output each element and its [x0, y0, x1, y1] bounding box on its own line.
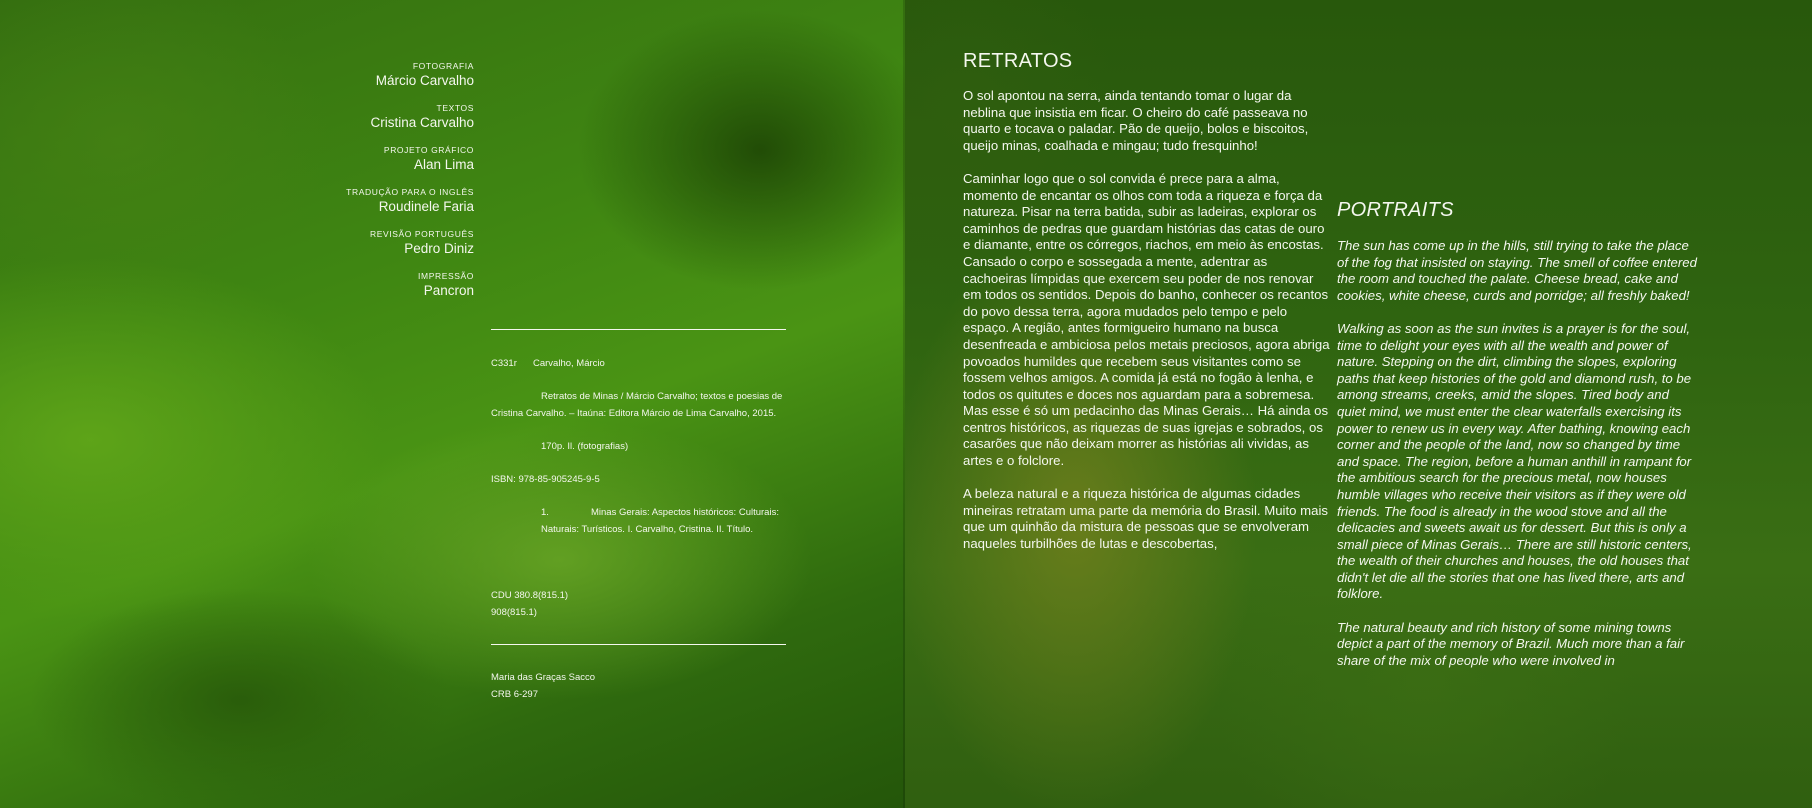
credit-name: Márcio Carvalho	[375, 73, 474, 88]
librarian-crb: CRB 6-297	[491, 689, 538, 700]
catalog-pages-text: 170p. Il. (fotografias)	[541, 441, 629, 452]
portuguese-title: RETRATOS	[963, 50, 1073, 72]
credit-name: Pedro Diniz	[404, 241, 474, 256]
english-body	[1337, 238, 1697, 686]
portuguese-paragraph: A beleza natural e a riqueza histórica de algumas cidades mineiras retratam uma parte da memória do Brasil. Muito mais que um quinhão da mistura de pessoas que se envolveram naqueles turbilhões de lutas e descobertas,	[963, 486, 1328, 552]
catalog-isbn: ISBN: 978-85-905245-9-5	[491, 474, 600, 485]
librarian-block	[491, 669, 786, 703]
credit-role: FOTOGRAFIA	[412, 61, 474, 71]
credit-proofreading	[346, 228, 474, 257]
credit-role: TRADUÇÃO PARA O INGLÊS	[346, 187, 474, 197]
catalog-top-rule	[491, 329, 786, 330]
portuguese-paragraph: Caminhar logo que o sol convida é prece para a alma, momento de encantar os olhos com toda a riqueza e força da natureza. Pisar na terra batida, subir as ladeiras, explorar os caminhos de pedras que guardam histórias das catas de ouro e diamante, entre os córregos, riachos, em meio às encostas. Cansado o corpo e sossegada a mente, adentrar as cachoeiras límpidas que exercem seu poder de nos renovar em todos os sentidos. Depois do banho, conhecer os recantos do povo dessa terra, agora mudados pelo tempo e pelo espaço. A região, antes formigueiro humano na busca desenfreada e ambiciosa pelos metais preciosos, agora abriga povoados humildes que recebem seus visitantes como se fossem velhos amigos. A comida já está no fogão à lenha, e todos os quitutes e doces nos aguardam para a sobremesa. Mas esse é só um pedacinho das Minas Gerais… Há ainda os centros históricos, as riquezas de suas igrejas e sobrados, os casarões que não deixam morrer as histórias ali vividas, as artes e o folclore.	[963, 170, 1330, 469]
subject-number: 1.	[541, 507, 549, 518]
credit-name: Pancron	[423, 283, 474, 298]
catalog-title	[491, 388, 786, 422]
catalog-cdu	[491, 587, 786, 621]
english-paragraph: The sun has come up in the hills, still trying to take the place of the fog that insisted on staying. The smell of coffee entered the room and touched the palate. Cheese bread, cake and cookies, white cheese, curds and porridge; all freshly baked!	[1337, 238, 1697, 303]
catalog-pages	[491, 438, 786, 455]
book-gutter	[903, 0, 905, 808]
portuguese-body	[963, 88, 1333, 569]
credit-graphic-design	[346, 144, 474, 173]
english-title: PORTRAITS	[1337, 199, 1454, 221]
credit-photography	[346, 60, 474, 89]
catalog-title-line2: Cristina Carvalho. – Itaúna: Editora Márcio de Lima Carvalho, 2015.	[491, 408, 777, 419]
portuguese-paragraph: O sol apontou na serra, ainda tentando tomar o lugar da neblina que insistia em ficar. O cheiro do café passeava no quarto e tocava o paladar. Pão de queijo, bolos e biscoitos, queijo minas, coalhada e mingau; tudo fresquinho!	[963, 88, 1309, 153]
credit-role: IMPRESSÃO	[418, 271, 474, 281]
call-number: C331r	[491, 358, 517, 369]
credit-name: Alan Lima	[413, 157, 474, 172]
credit-name: Roudinele Faria	[378, 199, 474, 214]
right-page	[905, 0, 1812, 808]
cdu-line2: 908(815.1)	[491, 607, 537, 618]
credit-role: PROJETO GRÁFICO	[383, 145, 474, 155]
catalog-bottom-rule	[491, 644, 786, 645]
credit-role: REVISÃO PORTUGUÊS	[369, 229, 474, 239]
subject-line1: Minas Gerais: Aspectos históricos: Culturais:	[591, 507, 779, 518]
librarian-name: Maria das Graças Sacco	[491, 672, 596, 683]
credit-printing	[346, 270, 474, 299]
english-paragraph: Walking as soon as the sun invites is a prayer is for the soul, time to delight your eyes with all the wealth and power of nature. Stepping on the dirt, climbing the slopes, exploring paths that keep histories of the gold and diamond rush, to be among streams, creeks, amid the slopes. Tired body and quiet mind, we must enter the clear waterfalls exercising its power to renew us in every way. After bathing, knowing each corner and the people of the land, now so changed by time and space. The region, before a human anthill in rampant for the ambitious search for the precious metal, now houses humble villages who receive their visitors as if they were old friends. The food is already in the wood stove and all the delicacies and sweets await us for dessert. But this is only a small piece of Minas Gerais… There are still historic centers, the wealth of their churches and houses, the old houses that didn't let die all the stories that one has lived there, arts and folklore.	[1337, 320, 1692, 602]
subject-line2: Naturais: Turísticos. I. Carvalho, Cristina. II. Título.	[541, 524, 754, 535]
credit-name: Cristina Carvalho	[370, 115, 474, 130]
credit-texts	[346, 102, 474, 131]
cdu-line1: CDU 380.8(815.1)	[491, 590, 569, 601]
catalog-entry-header	[491, 355, 786, 372]
credit-role: TEXTOS	[436, 103, 474, 113]
catalog-title-line1: Retratos de Minas / Márcio Carvalho; textos e poesias de	[541, 391, 783, 402]
english-paragraph: The natural beauty and rich history of some mining towns depict a part of the memory of Brazil. Much more than a fair share of the mix of people who were involved in	[1337, 619, 1685, 668]
catalog-subjects	[491, 504, 786, 538]
catalog-author: Carvalho, Márcio	[533, 358, 605, 369]
credits-list	[346, 60, 474, 312]
left-page	[0, 0, 905, 808]
credit-translation	[346, 186, 474, 215]
